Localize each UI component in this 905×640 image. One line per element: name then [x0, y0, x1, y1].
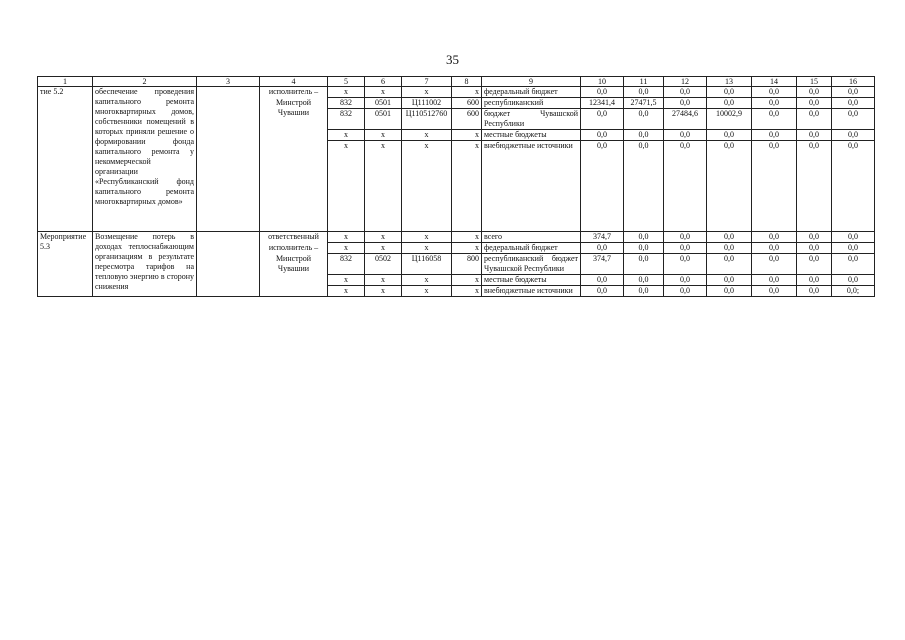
- cell-c6: x: [365, 87, 402, 98]
- value-cell: 0,0: [752, 98, 797, 109]
- header-cell: 6: [365, 77, 402, 87]
- value-cell: 0,0: [664, 275, 707, 286]
- cell-c7: x: [402, 275, 452, 286]
- cell-c8: x: [452, 141, 482, 232]
- executor-name: Минстрой Чувашии: [260, 98, 328, 232]
- header-cell: 3: [197, 77, 260, 87]
- executor-name: Минстрой Чувашии: [260, 254, 328, 297]
- value-cell: 374,7: [581, 232, 624, 243]
- page-number: 35: [446, 52, 459, 67]
- cell-c6: 0502: [365, 254, 402, 275]
- value-cell: 0,0: [832, 243, 875, 254]
- header-cell: 14: [752, 77, 797, 87]
- cell-c7: x: [402, 232, 452, 243]
- value-cell: 10002,9: [707, 109, 752, 130]
- cell-c6: x: [365, 130, 402, 141]
- executor-label: исполнитель –: [260, 87, 328, 98]
- cell-c8: x: [452, 286, 482, 297]
- value-cell: 0,0: [581, 130, 624, 141]
- value-cell: 0,0: [797, 98, 832, 109]
- value-cell: 0,0: [797, 286, 832, 297]
- value-cell: 0,0: [797, 87, 832, 98]
- value-cell: 0,0: [624, 141, 664, 232]
- cell-c8: x: [452, 87, 482, 98]
- value-cell: 0,0: [664, 286, 707, 297]
- header-cell: 1: [38, 77, 93, 87]
- activity-number: Мероприятие 5.3: [38, 232, 93, 297]
- value-cell: 0,0: [832, 141, 875, 232]
- value-cell: 0,0: [832, 232, 875, 243]
- cell-c5: x: [328, 275, 365, 286]
- cell-c6: x: [365, 141, 402, 232]
- cell-c6: x: [365, 232, 402, 243]
- cell-c6: x: [365, 275, 402, 286]
- value-cell: 0,0: [832, 98, 875, 109]
- value-cell: 0,0: [752, 141, 797, 232]
- cell-c8: x: [452, 243, 482, 254]
- cell-c8: 600: [452, 109, 482, 130]
- value-cell: 0,0;: [832, 286, 875, 297]
- value-cell: 0,0: [664, 232, 707, 243]
- value-cell: 0,0: [752, 232, 797, 243]
- empty-cell: [197, 232, 260, 297]
- value-cell: 0,0: [624, 109, 664, 130]
- value-cell: 0,0: [707, 275, 752, 286]
- funding-source: внебюджетные источники: [482, 141, 581, 232]
- cell-c8: x: [452, 130, 482, 141]
- value-cell: 0,0: [832, 109, 875, 130]
- value-cell: 0,0: [797, 130, 832, 141]
- funding-source: всего: [482, 232, 581, 243]
- value-cell: 0,0: [797, 243, 832, 254]
- value-cell: 0,0: [664, 243, 707, 254]
- cell-c6: x: [365, 286, 402, 297]
- value-cell: 0,0: [624, 232, 664, 243]
- activity-number: тие 5.2: [38, 87, 93, 232]
- value-cell: 0,0: [624, 87, 664, 98]
- funding-source: местные бюджеты: [482, 275, 581, 286]
- cell-c5: x: [328, 87, 365, 98]
- cell-c6: 0501: [365, 98, 402, 109]
- cell-c7: x: [402, 130, 452, 141]
- value-cell: 0,0: [624, 130, 664, 141]
- value-cell: 0,0: [752, 275, 797, 286]
- funding-source: федеральный бюджет: [482, 243, 581, 254]
- cell-c7: Ц110512760: [402, 109, 452, 130]
- cell-c7: x: [402, 286, 452, 297]
- value-cell: 0,0: [797, 254, 832, 275]
- activity-description: Возмещение потерь в доходах теплоснабжающим организациям в результате пересмотра тарифов на тепловую энергию в сторону снижения: [93, 232, 197, 297]
- cell-c6: x: [365, 243, 402, 254]
- cell-c5: x: [328, 141, 365, 232]
- value-cell: 0,0: [832, 254, 875, 275]
- value-cell: 0,0: [581, 87, 624, 98]
- header-cell: 8: [452, 77, 482, 87]
- value-cell: 0,0: [707, 254, 752, 275]
- header-cell: 2: [93, 77, 197, 87]
- header-row: [38, 77, 875, 87]
- cell-c8: x: [452, 232, 482, 243]
- value-cell: 0,0: [832, 275, 875, 286]
- header-cell: 12: [664, 77, 707, 87]
- value-cell: 0,0: [707, 141, 752, 232]
- cell-c6: 0501: [365, 109, 402, 130]
- value-cell: 0,0: [664, 130, 707, 141]
- value-cell: 0,0: [752, 286, 797, 297]
- funding-source: внебюджетные источники: [482, 286, 581, 297]
- executor-label: исполнитель –: [260, 243, 328, 254]
- value-cell: 0,0: [581, 286, 624, 297]
- table-row: [38, 232, 875, 243]
- header-cell: 5: [328, 77, 365, 87]
- value-cell: 0,0: [752, 109, 797, 130]
- value-cell: 0,0: [752, 87, 797, 98]
- value-cell: 0,0: [752, 130, 797, 141]
- cell-c5: x: [328, 286, 365, 297]
- value-cell: 0,0: [707, 98, 752, 109]
- value-cell: 0,0: [581, 109, 624, 130]
- header-cell: 10: [581, 77, 624, 87]
- value-cell: 0,0: [797, 141, 832, 232]
- header-cell: 15: [797, 77, 832, 87]
- funding-source: местные бюджеты: [482, 130, 581, 141]
- value-cell: 0,0: [832, 87, 875, 98]
- value-cell: 0,0: [624, 275, 664, 286]
- cell-c7: x: [402, 141, 452, 232]
- value-cell: 0,0: [664, 87, 707, 98]
- cell-c7: x: [402, 87, 452, 98]
- header-cell: 13: [707, 77, 752, 87]
- value-cell: 27484,6: [664, 109, 707, 130]
- cell-c5: x: [328, 232, 365, 243]
- cell-c7: Ц116058: [402, 254, 452, 275]
- cell-c5: 832: [328, 254, 365, 275]
- funding-source: республиканский: [482, 98, 581, 109]
- value-cell: 0,0: [797, 232, 832, 243]
- value-cell: 0,0: [624, 243, 664, 254]
- cell-c8: 600: [452, 98, 482, 109]
- activity-description: обеспечение проведения капитального ремонта многоквартирных домов, собственники помещений в которых приняли решение о формировании фонда капитального ремонта у некоммерческой организации «Республиканский фонд капитального ремонта многоквартирных домов»: [93, 87, 197, 232]
- value-cell: 0,0: [707, 286, 752, 297]
- cell-c7: Ц111002: [402, 98, 452, 109]
- value-cell: 0,0: [707, 243, 752, 254]
- value-cell: 0,0: [664, 141, 707, 232]
- cell-c7: x: [402, 243, 452, 254]
- value-cell: 0,0: [624, 254, 664, 275]
- value-cell: 12341,4: [581, 98, 624, 109]
- value-cell: 0,0: [707, 232, 752, 243]
- header-cell: 7: [402, 77, 452, 87]
- header-cell: 16: [832, 77, 875, 87]
- value-cell: 374,7: [581, 254, 624, 275]
- funding-source: республиканский бюджет Чувашской Республики: [482, 254, 581, 275]
- header-cell: 4: [260, 77, 328, 87]
- value-cell: 0,0: [581, 243, 624, 254]
- value-cell: 0,0: [624, 286, 664, 297]
- value-cell: 0,0: [581, 275, 624, 286]
- cell-c5: 832: [328, 98, 365, 109]
- responsible-label: ответственный: [260, 232, 328, 243]
- empty-cell: [197, 87, 260, 232]
- cell-c8: 800: [452, 254, 482, 275]
- value-cell: 0,0: [664, 98, 707, 109]
- cell-c5: x: [328, 130, 365, 141]
- value-cell: 0,0: [664, 254, 707, 275]
- value-cell: 0,0: [797, 275, 832, 286]
- value-cell: 0,0: [707, 130, 752, 141]
- value-cell: 0,0: [707, 87, 752, 98]
- value-cell: 27471,5: [624, 98, 664, 109]
- value-cell: 0,0: [752, 243, 797, 254]
- value-cell: 0,0: [797, 109, 832, 130]
- cell-c8: x: [452, 275, 482, 286]
- cell-c5: x: [328, 243, 365, 254]
- value-cell: 0,0: [581, 141, 624, 232]
- budget-table: [37, 76, 875, 297]
- value-cell: 0,0: [832, 130, 875, 141]
- header-cell: 9: [482, 77, 581, 87]
- header-cell: 11: [624, 77, 664, 87]
- funding-source: бюджет Чувашской Республики: [482, 109, 581, 130]
- table-row: [38, 87, 875, 98]
- cell-c5: 832: [328, 109, 365, 130]
- funding-source: федеральный бюджет: [482, 87, 581, 98]
- value-cell: 0,0: [752, 254, 797, 275]
